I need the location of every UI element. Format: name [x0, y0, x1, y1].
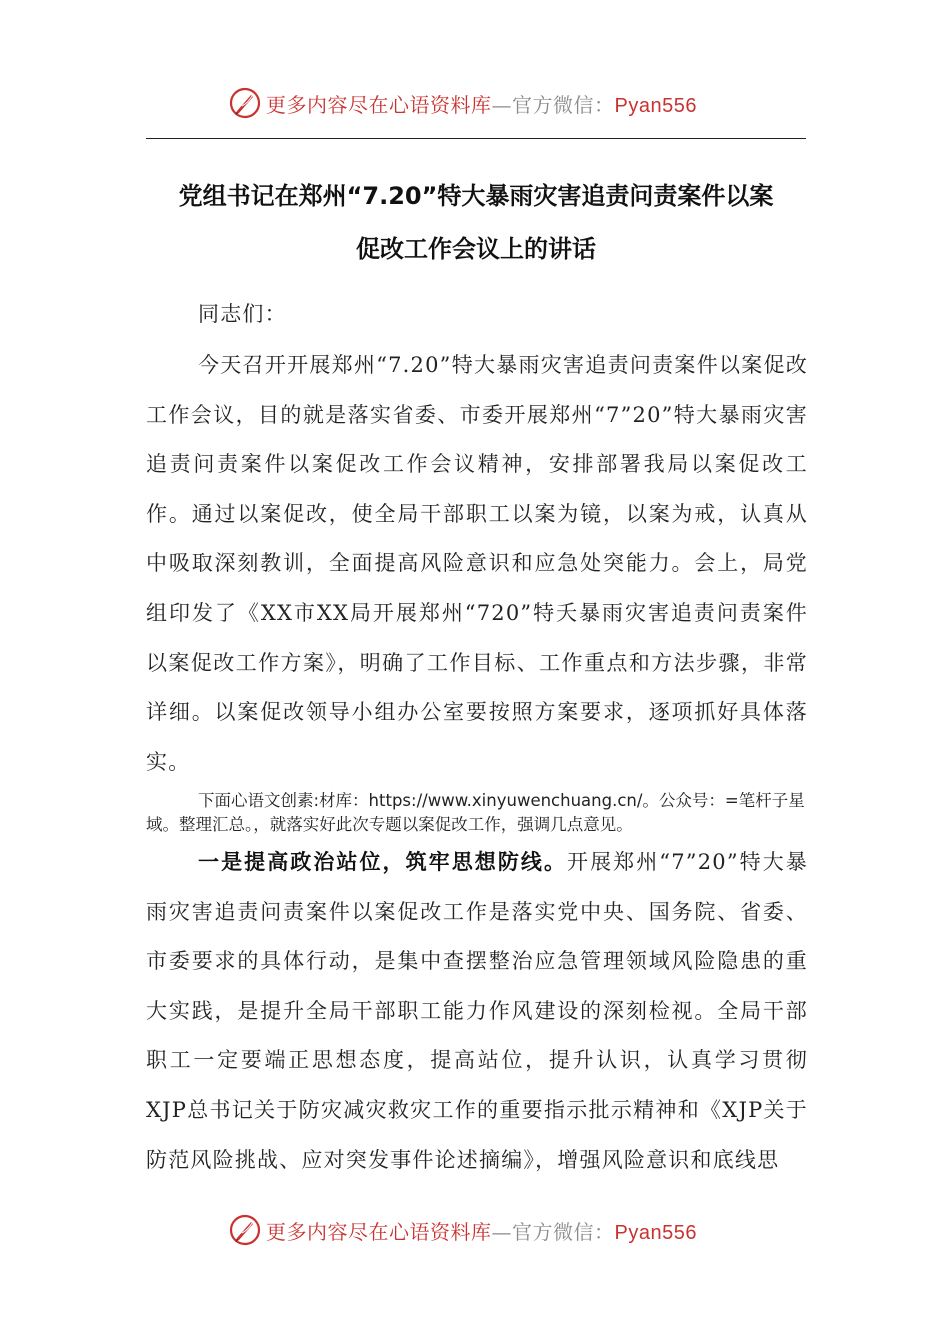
document-title-line2: 促改工作会议上的讲话 [356, 235, 596, 263]
paragraph-intro: 今天召开开展郑州“7.20”特大暴雨灾害追责问责案件以案促改工作会议，目的就是落实省委、市委开展郑州“7”20”特大暴雨灾害追责问责案件以案促改工作会议精神，安排部署我局以案促改工作。通过以案促改，使全局干部职工以案为镜，以案为戒，认真从中吸取深刻教训，全面提高风险意识和应急处突能力。会上，局党组印发了《XX市XX局开展郑州“720”特夭暴雨灾害追责问责案件以案促改工作方案》，明确了工作目标、工作重点和方法步骤，非常详细。以案促改领导小组办公室要按照方案要求，逐项抓好具体落实。 [146, 353, 808, 774]
quill-logo-icon [228, 1213, 262, 1247]
document-title-line1: 党组书记在郑州“7.20”特大暴雨灾害追责问责案件以案 [178, 182, 774, 210]
header-brand-text: 更多内容尽在心语资料库 [266, 92, 492, 117]
header-brand-dash: — [491, 92, 512, 117]
footer-brand-dash: — [491, 1219, 512, 1244]
footer-watermark [0, 1208, 950, 1252]
point-one-body: 开展郑州“7”20”特大暴雨灾害追责问责案件以案促改工作是落实党中央、国务院、省委、市委要求的具体行动，是集中查摆整治应急管理领域风险隐患的重大实践，是提升全局干部职工能力作风建设的深刻检视。全局干部职工一定要端正思想态度，提高站位，提升认识，认真学习贯彻XJP总书记关于防灾减灾救灾工作的重要指示批示精神和《XJP关于防范风险挑战、应对突发事件论述摘编》，增强风险意识和底线思 [146, 850, 808, 1172]
source-note: 下面心语文创素:材库：https://www.xinyuwenchuang.cn/。公众号：=笔杆子星域。整理汇总。，就落实好此次专题以案促改工作，强调几点意见。 [146, 791, 805, 834]
header-watermark [0, 81, 950, 125]
header-divider [146, 138, 806, 139]
point-one-lead: 一是提高政治站位，筑牢思想防线。 [198, 850, 568, 874]
header-wechat-id: Pyan556 [614, 94, 697, 117]
footer-wechat-id: Pyan556 [614, 1221, 697, 1244]
footer-wechat-label: 官方微信： [512, 1219, 615, 1244]
footer-brand-text: 更多内容尽在心语资料库 [266, 1219, 492, 1244]
header-wechat-label: 官方微信： [512, 92, 615, 117]
quill-logo-icon [228, 86, 262, 120]
salutation: 同志们： [198, 302, 287, 326]
paragraph-point-one [146, 838, 808, 1185]
